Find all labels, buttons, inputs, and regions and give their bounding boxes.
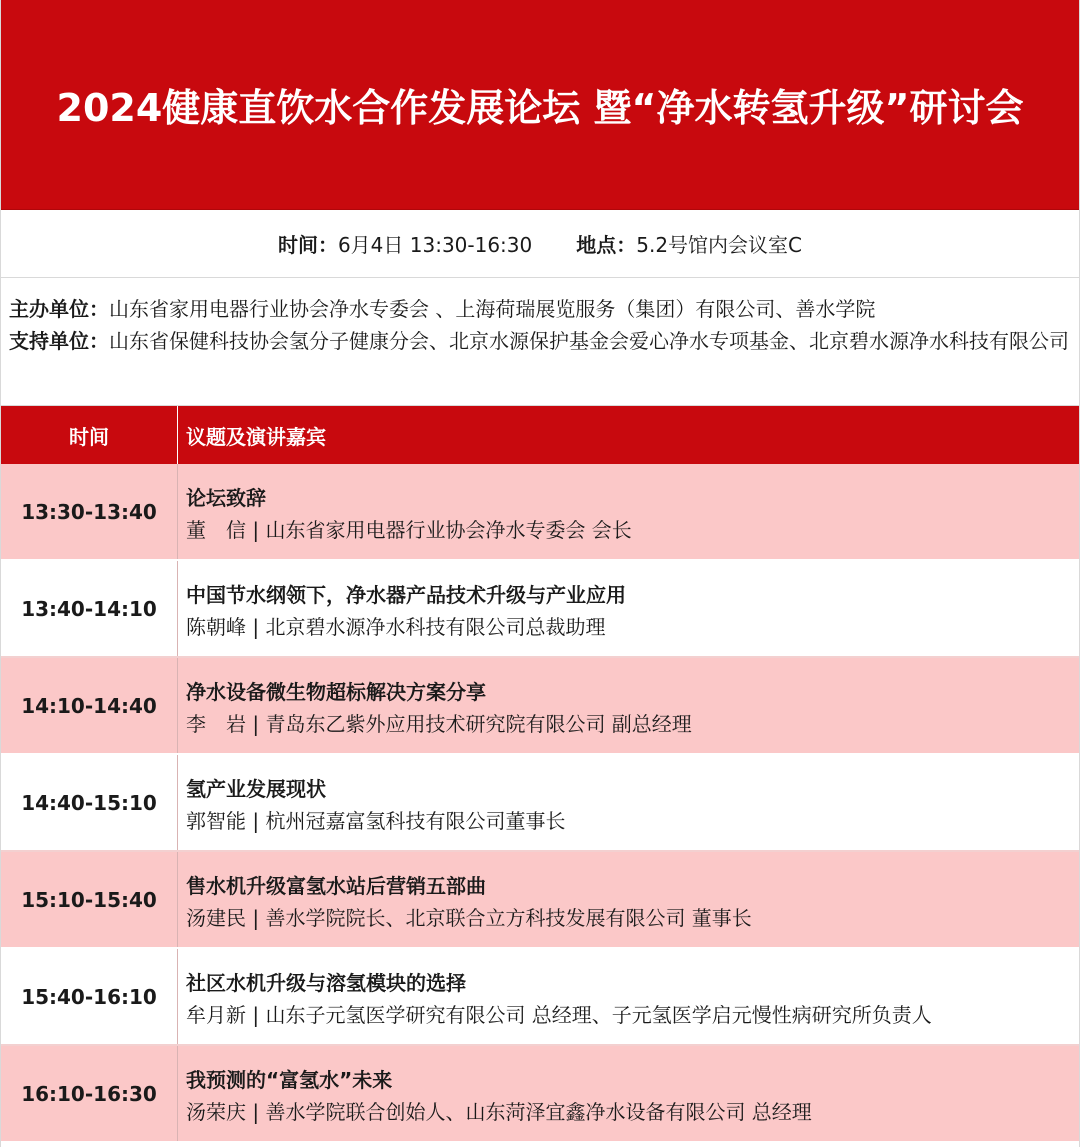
event-time-label: 时间：: [277, 233, 338, 257]
agenda-row-topic: 净水设备微生物超标解决方案分享: [186, 680, 486, 704]
agenda-row-time: 14:10-14:40: [1, 658, 178, 753]
agenda-row: [1, 852, 1079, 949]
host-value: 山东省家用电器行业协会净水专委会 、上海荷瑞展览服务（集团）有限公司、善水学院: [109, 297, 876, 321]
agenda-header: [1, 406, 1079, 464]
event-place-value: 5.2号馆内会议室C: [636, 233, 803, 257]
host-line: [9, 293, 1071, 325]
agenda-row-time: 14:40-15:10: [1, 755, 178, 850]
agenda-row-topic: 社区水机升级与溶氢模块的选择: [186, 971, 466, 995]
event-place-label: 地点：: [576, 233, 637, 257]
agenda-row-topic: 氢产业发展现状: [186, 777, 326, 801]
agenda-row-content: [178, 658, 1079, 753]
support-value: 山东省保健科技协会氢分子健康分会、北京水源保护基金会爱心净水专项基金、北京碧水源净水科技有限公司: [109, 329, 1069, 353]
agenda-row-content: [178, 755, 1079, 850]
agenda-row-time: 15:10-15:40: [1, 852, 178, 947]
agenda-row-speaker: 牟月新 | 山东子元氢医学研究有限公司 总经理、子元氢医学启元慢性病研究所负责人: [186, 1003, 932, 1027]
agenda-row-time: 13:40-14:10: [1, 561, 178, 656]
agenda-row-speaker: 李 岩 | 青岛东乙紫外应用技术研究院有限公司 副总经理: [186, 712, 692, 736]
agenda-row-content: [178, 464, 1079, 559]
agenda-row-content: [178, 1046, 1079, 1141]
agenda-row-time: 13:30-13:40: [1, 464, 178, 559]
title-banner: [1, 0, 1079, 210]
event-time-value: 6月4日 13:30-16:30: [337, 233, 533, 257]
page-title: 2024健康直饮水合作发展论坛 暨“净水转氢升级”研讨会: [56, 86, 1024, 130]
agenda-row: [1, 561, 1079, 658]
agenda-row-topic: 论坛致辞: [186, 486, 266, 510]
agenda-row-speaker: 汤建民 | 善水学院院长、北京联合立方科技发展有限公司 董事长: [186, 906, 752, 930]
agenda-row: [1, 464, 1079, 561]
agenda-row-content: [178, 561, 1079, 656]
event-place: [576, 229, 802, 258]
agenda-row-time: 16:10-16:30: [1, 1046, 178, 1141]
event-time: [278, 229, 532, 258]
organizers: [1, 278, 1079, 406]
agenda-row-speaker: 董 信 | 山东省家用电器行业协会净水专委会 会长: [186, 518, 632, 542]
event-info: [1, 210, 1079, 278]
agenda-row-topic: 我预测的“富氢水”未来: [186, 1068, 393, 1092]
agenda-header-time: 时间: [1, 406, 178, 464]
agenda-row-speaker: 陈朝峰 | 北京碧水源净水科技有限公司总裁助理: [186, 615, 606, 639]
agenda-header-topic: 议题及演讲嘉宾: [186, 424, 326, 449]
support-line: [9, 325, 1071, 357]
agenda-row-content: [178, 949, 1079, 1044]
support-label: 支持单位：: [9, 329, 109, 353]
agenda-row-content: [178, 852, 1079, 947]
agenda-row-topic: 中国节水纲领下，净水器产品技术升级与产业应用: [186, 583, 626, 607]
agenda-row: [1, 658, 1079, 755]
agenda-row-speaker: 汤荣庆 | 善水学院联合创始人、山东菏泽宜鑫净水设备有限公司 总经理: [186, 1100, 812, 1124]
host-label: 主办单位：: [9, 297, 109, 321]
agenda-row: [1, 755, 1079, 852]
agenda-row-time: 15:40-16:10: [1, 949, 178, 1044]
agenda-row: [1, 949, 1079, 1046]
agenda-row: [1, 1046, 1079, 1143]
agenda-row-speaker: 郭智能 | 杭州冠嘉富氢科技有限公司董事长: [186, 809, 566, 833]
agenda-row-topic: 售水机升级富氢水站后营销五部曲: [186, 874, 486, 898]
